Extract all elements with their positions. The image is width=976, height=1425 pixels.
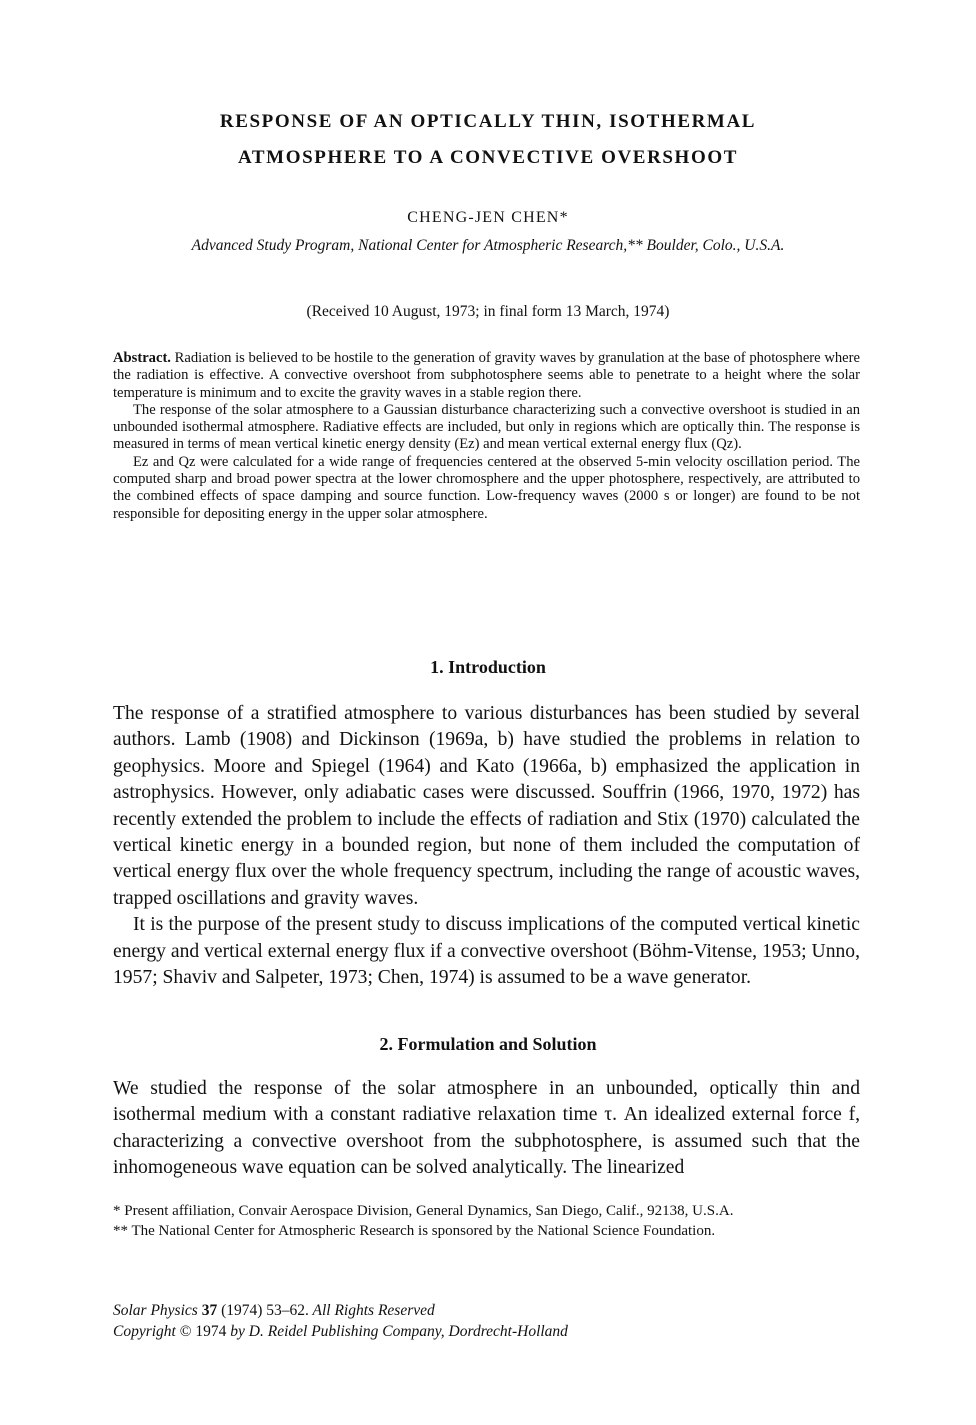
abstract <box>113 350 860 523</box>
copyright-symbol: © <box>179 1323 192 1340</box>
abstract-paragraph-2: The response of the solar atmosphere to a Gaussian disturbance characterizing such a convective overshoot is studied in an unbounded isothermal atmosphere. Radiative effects are included, but only in regions which are optically thin. The response is measured in terms of mean vertical kinetic energy density (Ez) and mean vertical external energy flux (Qz). <box>113 401 860 453</box>
footnote-2: ** The National Center for Atmospheric Research is sponsored by the National Science Foundation. <box>113 1223 716 1239</box>
section-heading-introduction: 1. Introduction <box>430 657 546 677</box>
copyright-word: Copyright <box>113 1323 176 1340</box>
abstract-label: Abstract. <box>113 350 171 366</box>
footnote-1: * Present affiliation, Convair Aerospace Division, General Dynamics, San Diego, Calif., 92138, U.S.A. <box>113 1203 734 1219</box>
paper-title <box>100 104 876 176</box>
copyright-line <box>113 1321 860 1342</box>
title-line-1: RESPONSE OF AN OPTICALLY THIN, ISOTHERMAL <box>219 111 757 132</box>
copyright-year: 1974 <box>195 1323 227 1340</box>
section-heading-formulation: 2. Formulation and Solution <box>379 1034 597 1054</box>
journal-volume: 37 <box>201 1302 218 1319</box>
journal-name: Solar Physics <box>113 1302 198 1319</box>
title-line-2: ATMOSPHERE TO A CONVECTIVE OVERSHOOT <box>238 147 738 168</box>
footnotes <box>113 1201 860 1241</box>
formulation-paragraph-1: We studied the response of the solar atmosphere in an unbounded, optically thin and isothermal medium with a constant radiative relaxation time τ. An idealized external force f, characterizing a convective overshoot from the subphotosphere, is assumed such that the inhomogeneous wave equation can be solved analytically. The linearized <box>113 1078 860 1179</box>
formulation-body <box>113 1076 860 1182</box>
received-dates: (Received 10 August, 1973; in final form 13 March, 1974) <box>306 303 670 320</box>
author-affiliation: Advanced Study Program, National Center for Atmospheric Research,** Boulder, Colo., U.S.A. <box>191 237 785 254</box>
journal-pages: (1974) 53–62. <box>221 1302 309 1319</box>
abstract-text-1: Radiation is believed to be hostile to the generation of gravity waves by granulation at the base of photosphere where the radiation is effective. A convective overshoot from subphotosphere seems able to penetrate to a height where the solar temperature is minimum and to excite the gravity waves in a stable region there. <box>113 350 860 401</box>
rights-statement: All Rights Reserved <box>312 1302 435 1319</box>
abstract-paragraph-1 <box>113 350 860 402</box>
introduction-paragraph-2: It is the purpose of the present study to discuss implications of the computed vertical kinetic energy and vertical external energy flux if a convective overshoot (Böhm-Vitense, 1953; Unno, 1957; Shaviv and Salpeter, 1973; Chen, 1974) is assumed to be a wave generator. <box>113 914 860 989</box>
publisher-name: by D. Reidel Publishing Company, Dordrecht-Holland <box>230 1323 568 1340</box>
introduction-body <box>113 701 860 991</box>
introduction-paragraph-1: The response of a stratified atmosphere to various disturbances has been studied by several authors. Lamb (1908) and Dickinson (1969a, b) have studied the problems in relation to geophysics. Moore and Spiegel (1964) and Kato (1966a, b) emphasized the application in astrophysics. However, only adiabatic cases were discussed. Souffrin (1966, 1970, 1972) has recently extended the problem to include the effects of radiation and Stix (1970) calculated the vertical kinetic energy in a bounded region, but none of them included the computation of vertical energy flux over the whole frequency spectrum, including the range of acoustic waves, trapped oscillations and gravity waves. <box>113 703 860 909</box>
abstract-paragraph-3: Ez and Qz were calculated for a wide range of frequencies centered at the observed 5-min velocity oscillation period. The computed sharp and broad power spectra at the lower chromosphere and the upper photosphere, respectively, are attributed to the combined effects of space damping and source function. Low-frequency waves (2000 s or longer) are found to be not responsible for depositing energy in the upper solar atmosphere. <box>113 453 860 522</box>
author-name: CHENG-JEN CHEN* <box>407 209 569 226</box>
citation-line <box>113 1300 860 1321</box>
journal-footer <box>113 1300 860 1342</box>
